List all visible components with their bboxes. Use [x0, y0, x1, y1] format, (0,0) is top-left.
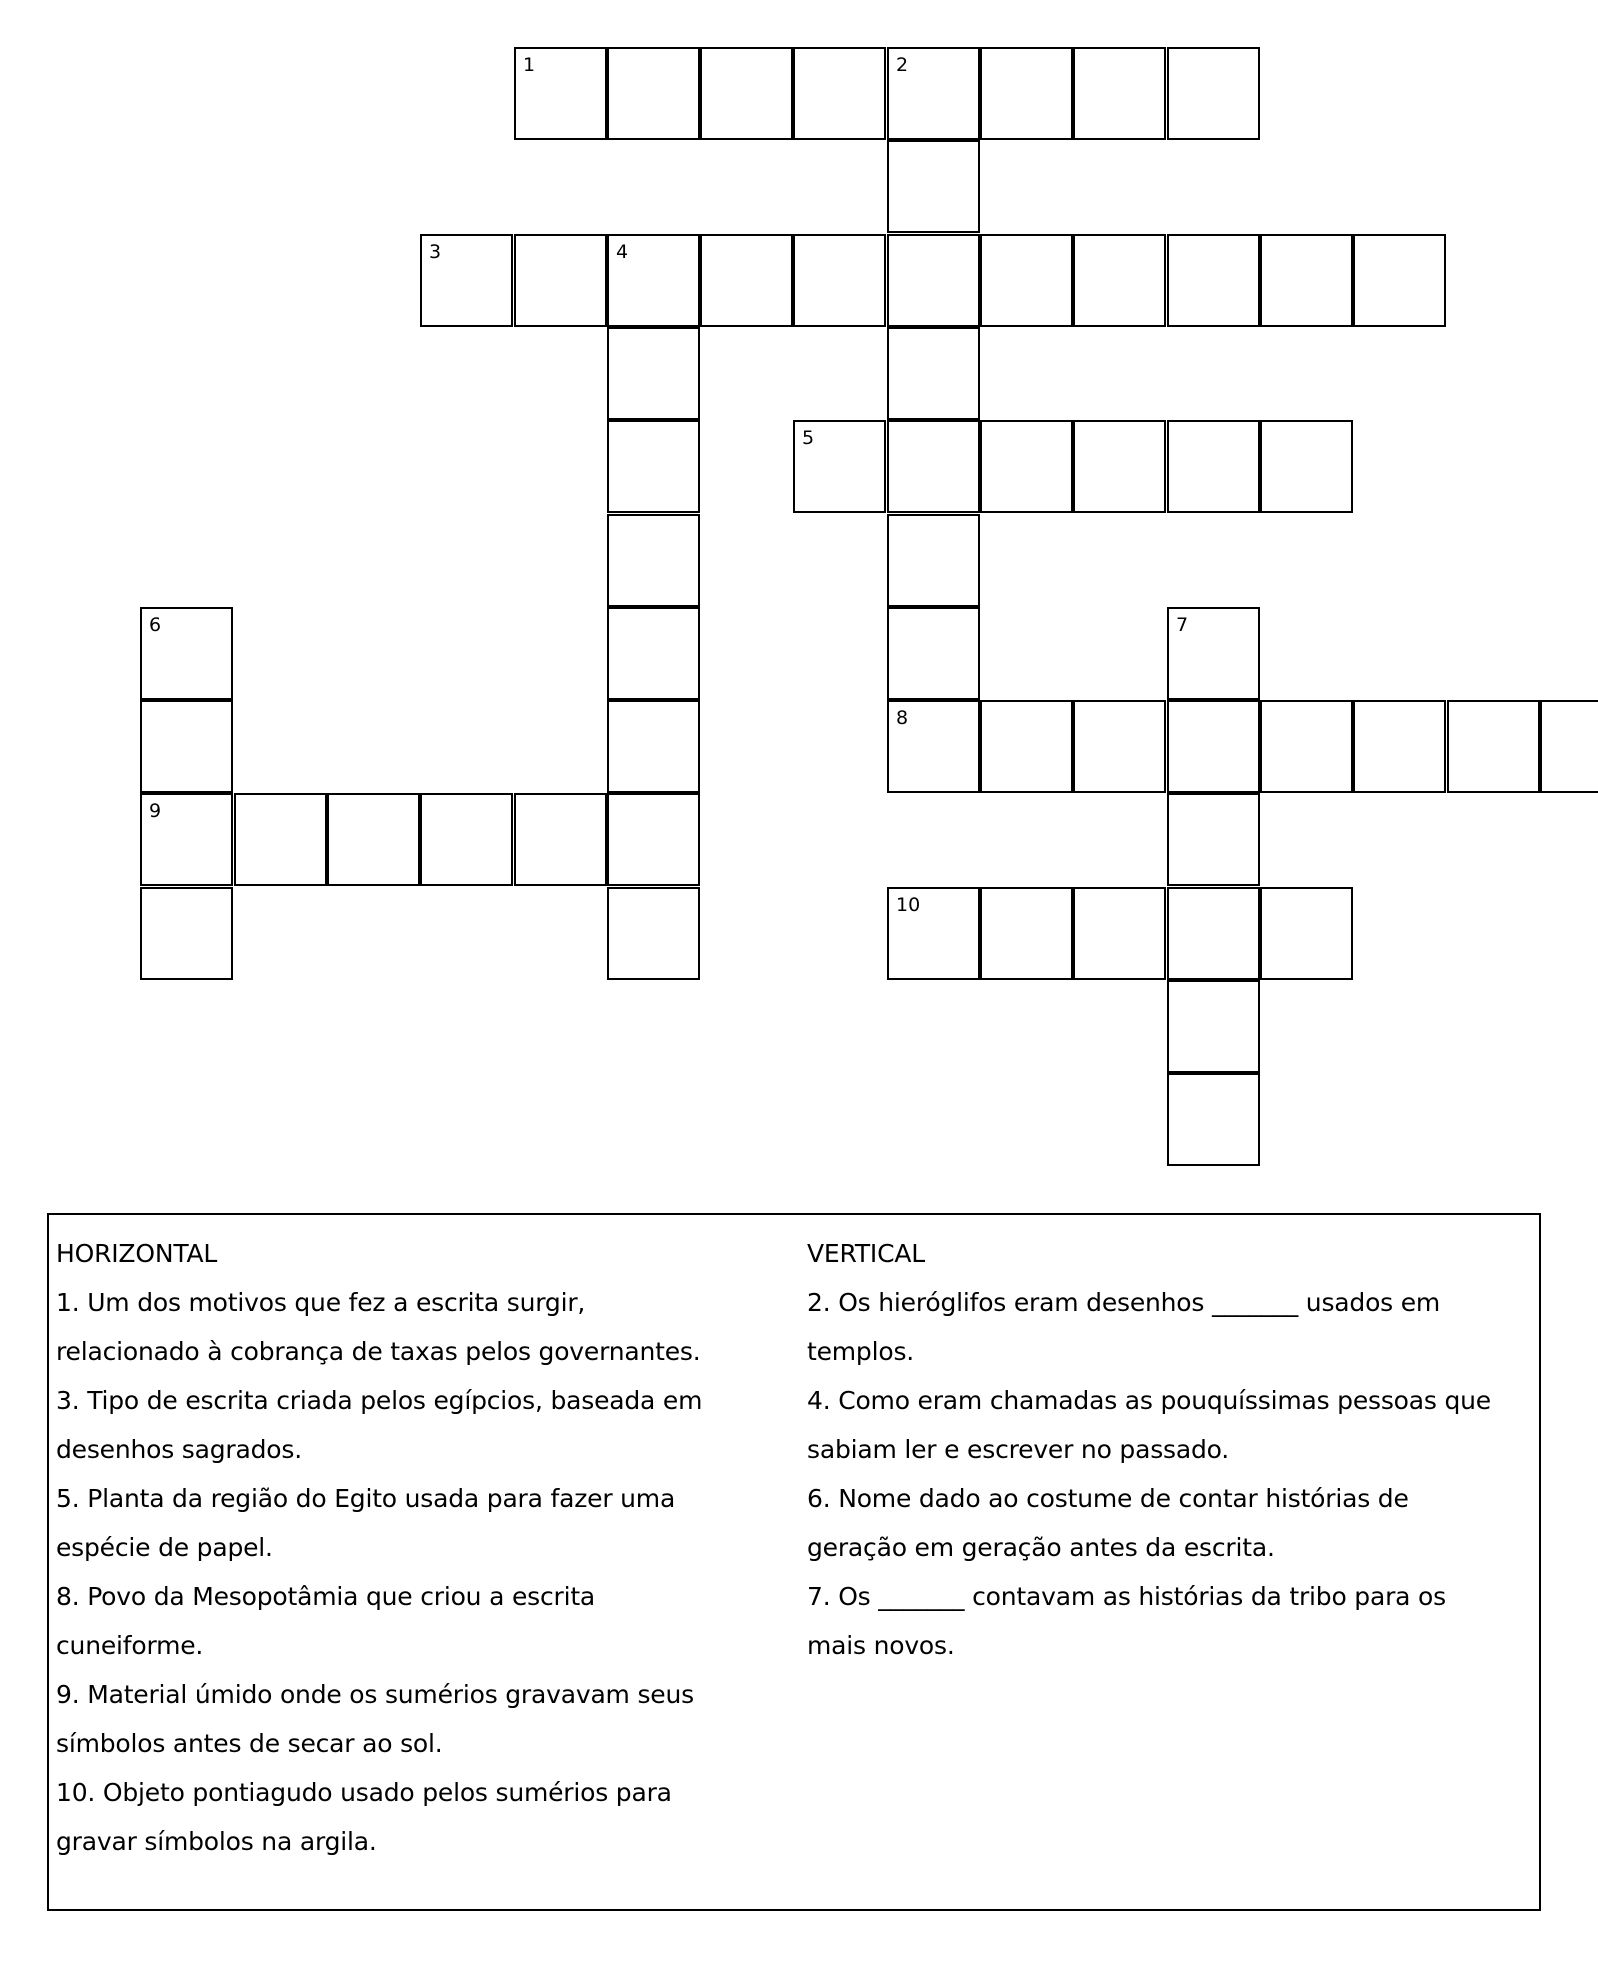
crossword-cell[interactable]: [980, 700, 1073, 793]
crossword-cell[interactable]: [1073, 47, 1166, 140]
crossword-cell[interactable]: [514, 47, 607, 140]
crossword-cell[interactable]: [980, 47, 1073, 140]
vertical-heading: VERTICAL: [807, 1239, 925, 1268]
clue-line: 3. Tipo de escrita criada pelos egípcios, baseada em: [56, 1386, 703, 1415]
clue-line: 8. Povo da Mesopotâmia que criou a escrita: [56, 1582, 596, 1611]
crossword-cell[interactable]: [887, 700, 980, 793]
clue-number: 1: [523, 54, 536, 76]
crossword-cell[interactable]: [1353, 700, 1446, 793]
crossword-cell[interactable]: [607, 327, 700, 420]
crossword-cell[interactable]: [234, 793, 327, 886]
crossword-cell[interactable]: [607, 47, 700, 140]
clue-line: mais novos.: [807, 1631, 955, 1660]
clue-number: 9: [149, 800, 162, 822]
crossword-cell[interactable]: [1353, 234, 1446, 327]
crossword-cell[interactable]: [140, 700, 233, 793]
clues-box: [47, 1213, 1541, 1911]
clue-line: 2. Os hieróglifos eram desenhos _______ usados em: [807, 1288, 1441, 1317]
clue-line: 6. Nome dado ao costume de contar histórias de: [807, 1484, 1409, 1513]
crossword-cell[interactable]: [607, 234, 700, 327]
crossword-cell[interactable]: [514, 793, 607, 886]
crossword-cell[interactable]: [1167, 420, 1260, 513]
crossword-cell[interactable]: [1167, 47, 1260, 140]
crossword-cell[interactable]: [793, 420, 886, 513]
crossword-cell[interactable]: [887, 140, 980, 233]
crossword-cell[interactable]: [1260, 887, 1353, 980]
clue-line: relacionado à cobrança de taxas pelos governantes.: [56, 1337, 701, 1366]
crossword-cell[interactable]: [887, 887, 980, 980]
crossword-cell[interactable]: [514, 234, 607, 327]
clue-line: geração em geração antes da escrita.: [807, 1533, 1275, 1562]
crossword-cell[interactable]: [887, 607, 980, 700]
crossword-cell[interactable]: [607, 607, 700, 700]
clue-line: símbolos antes de secar ao sol.: [56, 1729, 443, 1758]
crossword-cell[interactable]: [887, 514, 980, 607]
clue-line: 5. Planta da região do Egito usada para fazer uma: [56, 1484, 676, 1513]
crossword-cell[interactable]: [607, 514, 700, 607]
crossword-cell[interactable]: [1167, 793, 1260, 886]
crossword-cell[interactable]: [420, 234, 513, 327]
crossword-cell[interactable]: [1447, 700, 1540, 793]
crossword-cell[interactable]: [607, 700, 700, 793]
crossword-cell[interactable]: [1167, 234, 1260, 327]
crossword-cell[interactable]: [420, 793, 513, 886]
crossword-cell[interactable]: [140, 793, 233, 886]
crossword-cell[interactable]: [980, 887, 1073, 980]
horizontal-heading: HORIZONTAL: [56, 1239, 218, 1268]
clue-line: 10. Objeto pontiagudo usado pelos sumérios para: [56, 1778, 672, 1807]
crossword-cell[interactable]: [700, 47, 793, 140]
crossword-cell[interactable]: [1167, 700, 1260, 793]
crossword-cell[interactable]: [1167, 887, 1260, 980]
crossword-cell[interactable]: [887, 234, 980, 327]
crossword-cell[interactable]: [793, 234, 886, 327]
horizontal-clues: [56, 1229, 796, 1866]
clue-number: 5: [802, 427, 815, 449]
crossword-cell[interactable]: [700, 234, 793, 327]
clue-line: desenhos sagrados.: [56, 1435, 302, 1464]
crossword-cell[interactable]: [1167, 607, 1260, 700]
crossword-cell[interactable]: [1073, 887, 1166, 980]
crossword-cell[interactable]: [980, 420, 1073, 513]
crossword-cell[interactable]: [140, 607, 233, 700]
crossword-cell[interactable]: [1073, 234, 1166, 327]
crossword-cell[interactable]: [887, 47, 980, 140]
crossword-cell[interactable]: [1073, 420, 1166, 513]
crossword-cell[interactable]: [1073, 700, 1166, 793]
crossword-cell[interactable]: [1167, 980, 1260, 1073]
clue-number: 3: [429, 241, 442, 263]
crossword-cell[interactable]: [327, 793, 420, 886]
clue-line: 9. Material úmido onde os sumérios gravavam seus: [56, 1680, 694, 1709]
clue-number: 6: [149, 614, 162, 636]
clue-line: 7. Os _______ contavam as histórias da tribo para os: [807, 1582, 1446, 1611]
crossword-cell[interactable]: [887, 327, 980, 420]
crossword-cell[interactable]: [1260, 234, 1353, 327]
vertical-clues: [807, 1229, 1542, 1670]
crossword-cell[interactable]: [1260, 700, 1353, 793]
crossword-cell[interactable]: [793, 47, 886, 140]
clue-number: 2: [896, 54, 909, 76]
clue-number: 8: [896, 707, 909, 729]
crossword-cell[interactable]: [1540, 700, 1598, 793]
crossword-cell[interactable]: [607, 420, 700, 513]
crossword-cell[interactable]: [980, 234, 1073, 327]
clue-number: 7: [1176, 614, 1189, 636]
crossword-cell[interactable]: [140, 887, 233, 980]
clue-number: 4: [616, 241, 629, 263]
clue-line: 1. Um dos motivos que fez a escrita surgir,: [56, 1288, 586, 1317]
crossword-cell[interactable]: [1167, 1073, 1260, 1166]
crossword-cell[interactable]: [887, 420, 980, 513]
clue-line: 4. Como eram chamadas as pouquíssimas pessoas que: [807, 1386, 1491, 1415]
crossword-cell[interactable]: [607, 793, 700, 886]
crossword-cell[interactable]: [1260, 420, 1353, 513]
clue-line: espécie de papel.: [56, 1533, 273, 1562]
clue-line: gravar símbolos na argila.: [56, 1827, 377, 1856]
clue-line: templos.: [807, 1337, 915, 1366]
crossword-cell[interactable]: [607, 887, 700, 980]
clue-line: sabiam ler e escrever no passado.: [807, 1435, 1230, 1464]
clue-number: 10: [896, 894, 921, 916]
clue-line: cuneiforme.: [56, 1631, 204, 1660]
